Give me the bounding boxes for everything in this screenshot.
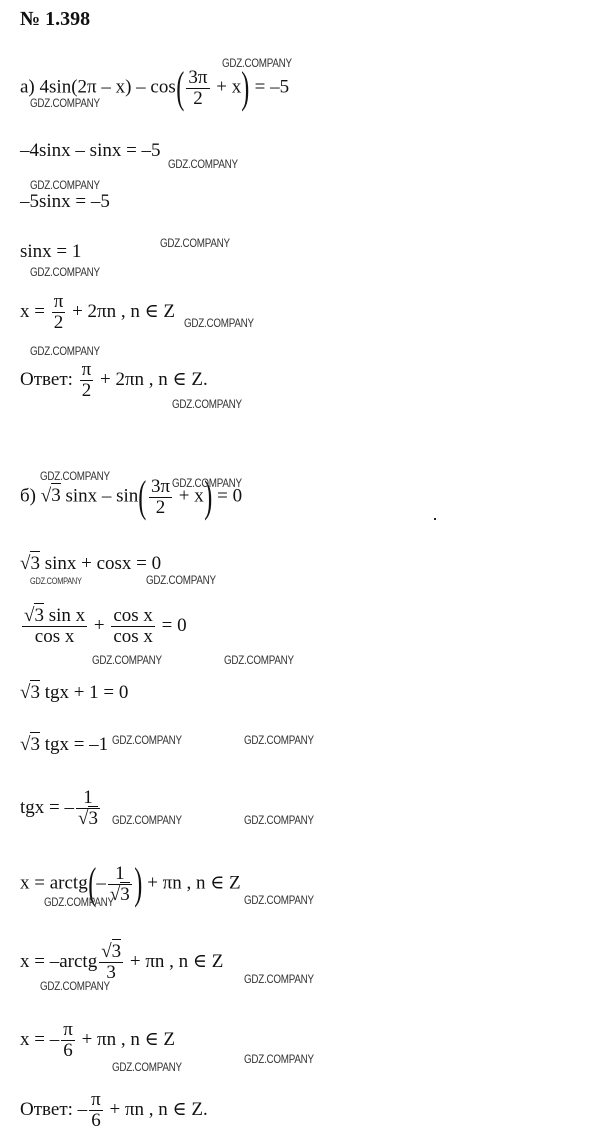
plus-sign: + [93,614,105,636]
watermark: GDZ.COMPANY [168,157,238,171]
part-b-label: б) [20,485,36,507]
part-b-equation-2 [20,554,161,573]
fraction [22,606,87,647]
fraction-denominator: 6 [63,1039,73,1061]
eq-text: + πn , n ∈ Z [81,1028,176,1050]
answer-label: Ответ: [20,368,73,390]
fraction [52,292,66,333]
radicand: 3 [88,807,98,829]
fraction-numerator: π [91,1089,101,1110]
watermark: GDZ.COMPANY [172,397,242,411]
watermark: GDZ.COMPANY [112,813,182,827]
eq-text: sinx + cosx = 0 [44,553,162,574]
fraction-numerator [99,942,123,963]
sqrt: √3 [20,553,40,574]
watermark: GDZ.COMPANY [40,979,110,993]
open-paren: ( [138,472,147,521]
part-b-answer [20,1090,208,1131]
eq-text: x = arctg [20,872,88,894]
fraction [61,1020,75,1061]
fraction-numerator: 3π [188,66,208,88]
radicand: 3 [30,682,40,703]
fraction-denominator: 6 [91,1109,101,1131]
part-a-answer [20,360,208,401]
radicand: 3 [51,485,61,507]
fraction-denominator: 3 [106,961,116,983]
watermark: GDZ.COMPANY [30,96,100,110]
part-a-equation-5 [20,292,175,333]
eq-text: + 2πn , n ∈ Z [72,300,176,322]
answer-label: Ответ: [20,1098,73,1120]
eq-text: x = [20,300,45,322]
fraction [80,360,94,401]
fraction-denominator: 2 [155,496,166,518]
part-b-equation-9 [20,1020,175,1061]
radicand: 3 [30,734,40,755]
watermark: GDZ.COMPANY [184,316,254,330]
fraction [89,1090,103,1131]
watermark: GDZ.COMPANY [222,56,292,70]
eq-text: + πn , n ∈ Z [129,950,224,972]
eq-text: 4sin(2π – x) – cos [39,76,176,98]
radicand: 3 [111,941,122,962]
fraction-numerator: cos x [113,605,153,626]
eq-text: tgx = –1 [44,734,109,755]
open-paren: ( [176,63,185,112]
watermark: GDZ.COMPANY [146,573,216,587]
part-a-equation-4: sinx = 1 [20,241,82,262]
eq-text: + πn , n ∈ Z. [109,1098,208,1120]
part-b-equation-5 [20,735,108,754]
eq-text: sinx – sin [65,485,139,507]
watermark: GDZ.COMPANY [160,236,230,250]
fraction-numerator: π [63,1019,73,1040]
radicand: 3 [30,553,40,574]
watermark: GDZ.COMPANY [112,733,182,747]
sqrt: √3 [20,734,40,755]
sqrt: √3 [109,883,130,905]
eq-text: = 0 [217,485,243,507]
watermark: GDZ.COMPANY [172,476,242,490]
fraction-numerator: 1 [76,788,100,809]
sqrt: √3 [24,605,44,626]
fraction-numerator: 1 [108,864,132,885]
fraction-denominator: cos x [34,625,75,647]
fraction-denominator: cos x [113,625,153,647]
fraction-numerator: π [81,359,92,380]
fraction-denominator: 2 [53,311,64,333]
fraction-numerator [22,606,87,627]
eq-text: x = –arctg [20,950,98,972]
fraction [111,606,155,647]
part-a-label: а) [20,76,35,98]
fraction-denominator: 2 [81,379,92,401]
part-b-equation-8 [20,942,223,983]
sqrt: √3 [78,807,98,829]
eq-text: + x [178,485,204,507]
eq-text: + 2πn , n ∈ Z. [100,368,208,390]
fraction-numerator: π [53,291,64,312]
fraction-numerator: 3π [150,475,171,497]
problem-number: № 1.398 [20,8,91,30]
watermark: GDZ.COMPANY [92,653,162,667]
sqrt: √3 [101,941,122,962]
watermark: GDZ.COMPANY [30,344,100,358]
watermark: GDZ.COMPANY [30,265,100,279]
minus-sign: – [77,1098,88,1120]
part-a-equation-3: –5sinx = –5 [20,191,110,212]
open-paren: ( [87,859,97,908]
eq-text: + x [216,76,242,98]
watermark: GDZ.COMPANY [244,813,314,827]
watermark: GDZ.COMPANY [30,178,100,192]
minus-sign: – [96,872,106,894]
radicand: 3 [34,605,44,626]
sqrt: √3 [20,682,40,703]
part-b-equation-3 [20,606,187,647]
fraction-denominator: 2 [193,87,203,109]
eq-text: = –5 [254,76,290,98]
part-b-equation-6 [20,788,102,829]
watermark: GDZ.COMPANY [30,576,82,586]
numerator-text: sin x [48,605,86,626]
watermark: GDZ.COMPANY [44,895,114,909]
watermark: GDZ.COMPANY [244,1052,314,1066]
fraction [186,68,209,109]
eq-text: tgx + 1 = 0 [44,682,129,703]
stray-dot [434,518,436,520]
eq-text: x = – [20,1028,60,1050]
sqrt: √3 [40,485,61,507]
fraction [149,477,172,518]
eq-text: tgx = – [20,796,74,818]
watermark: GDZ.COMPANY [244,893,314,907]
watermark: GDZ.COMPANY [224,653,294,667]
radicand: 3 [120,883,130,905]
part-a-equation-2: –4sinx – sinx = –5 [20,140,161,161]
watermark: GDZ.COMPANY [244,972,314,986]
fraction [99,942,123,983]
fraction-denominator [76,809,100,829]
part-b-equation-4 [20,683,128,702]
watermark: GDZ.COMPANY [244,733,314,747]
close-paren: ) [134,859,143,908]
watermark: GDZ.COMPANY [40,469,110,483]
watermark: GDZ.COMPANY [112,1060,182,1074]
close-paren: ) [204,472,213,521]
eq-text: = 0 [161,614,187,636]
eq-text: + πn , n ∈ Z [147,872,241,894]
close-paren: ) [241,63,250,112]
fraction [76,788,100,829]
